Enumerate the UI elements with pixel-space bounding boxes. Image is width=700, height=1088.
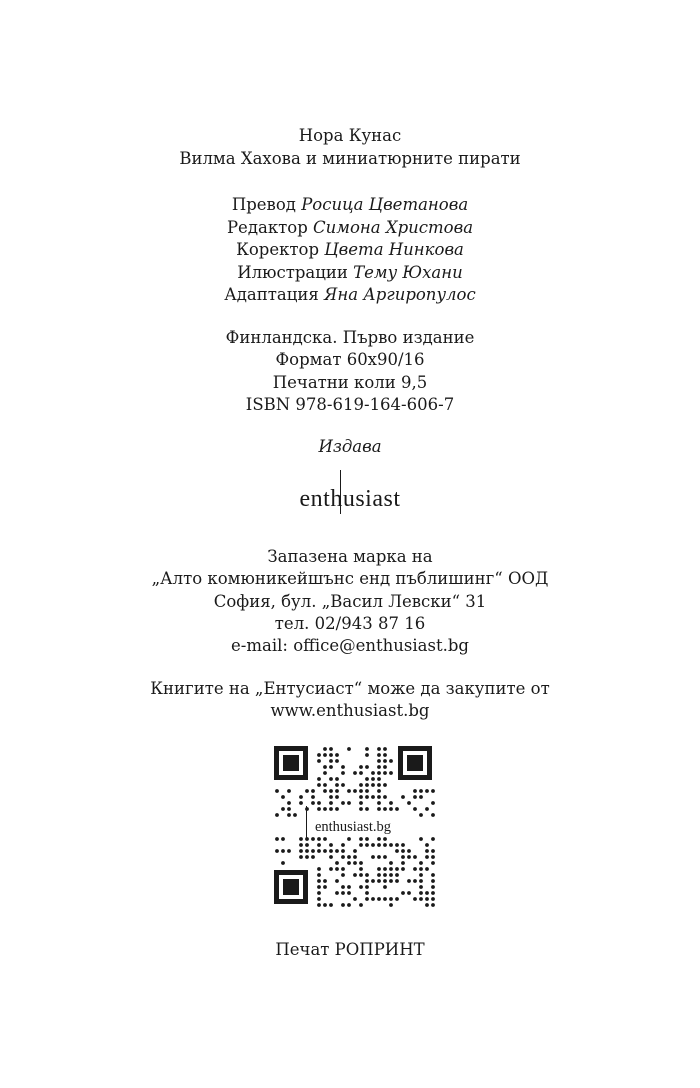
- qr-dot: [359, 873, 363, 877]
- qr-dot: [341, 843, 345, 847]
- qr-dot: [431, 855, 435, 859]
- qr-dot: [431, 813, 435, 817]
- qr-dot: [317, 783, 321, 787]
- qr-dot: [317, 849, 321, 853]
- qr-dot: [341, 873, 345, 877]
- qr-dot: [377, 801, 381, 805]
- qr-dot: [335, 867, 339, 871]
- qr-dot: [383, 879, 387, 883]
- qr-label: enthusiast.bg: [270, 818, 436, 836]
- qr-dot: [335, 879, 339, 883]
- qr-dot: [299, 801, 303, 805]
- qr-dot: [335, 753, 339, 757]
- qr-dot: [335, 795, 339, 799]
- qr-dot: [371, 879, 375, 883]
- qr-dot: [359, 765, 363, 769]
- qr-dot: [311, 849, 315, 853]
- qr-dot: [371, 843, 375, 847]
- qr-dot: [365, 765, 369, 769]
- qr-dot: [377, 807, 381, 811]
- qr-dot: [311, 801, 315, 805]
- qr-dot: [275, 837, 279, 841]
- qr-dot: [431, 897, 435, 901]
- qr-dot: [395, 867, 399, 871]
- qr-dot: [365, 843, 369, 847]
- qr-dot: [401, 861, 405, 865]
- qr-dot: [425, 855, 429, 859]
- qr-dot: [365, 789, 369, 793]
- qr-dot: [377, 855, 381, 859]
- qr-dot: [305, 849, 309, 853]
- qr-dot: [419, 795, 423, 799]
- qr-dot: [395, 843, 399, 847]
- qr-dot: [317, 903, 321, 907]
- qr-dot: [413, 807, 417, 811]
- qr-dot: [347, 789, 351, 793]
- qr-dot: [275, 849, 279, 853]
- qr-dot: [281, 849, 285, 853]
- qr-dot: [395, 873, 399, 877]
- qr-dot: [287, 813, 291, 817]
- qr-dot: [329, 843, 333, 847]
- qr-dot: [365, 885, 369, 889]
- qr-dot: [347, 837, 351, 841]
- qr-dot: [377, 753, 381, 757]
- qr-dot: [383, 795, 387, 799]
- qr-dot: [335, 861, 339, 865]
- credit-person: Росица Цветанова: [301, 195, 469, 214]
- qr-dot: [299, 837, 303, 841]
- credit-person: Симона Христова: [313, 218, 474, 237]
- qr-dot: [329, 855, 333, 859]
- qr-dot: [341, 855, 345, 859]
- qr-dot: [359, 789, 363, 793]
- qr-dot: [317, 873, 321, 877]
- qr-dot: [371, 777, 375, 781]
- credit-translation: [0, 194, 700, 216]
- qr-dot: [401, 843, 405, 847]
- book-title: Вилма Хахова и миниатюрните пирати: [179, 149, 521, 168]
- qr-dot: [425, 807, 429, 811]
- qr-dot: [359, 807, 363, 811]
- qr-dot: [353, 771, 357, 775]
- qr-dot: [317, 885, 321, 889]
- qr-dot: [323, 783, 327, 787]
- qr-dot: [323, 903, 327, 907]
- qr-dot: [329, 867, 333, 871]
- qr-dot: [383, 783, 387, 787]
- qr-dot: [329, 759, 333, 763]
- qr-dot: [347, 891, 351, 895]
- qr-dot: [383, 807, 387, 811]
- qr-dot: [305, 843, 309, 847]
- credit-role: Илюстрации: [237, 263, 348, 282]
- qr-dot: [329, 777, 333, 781]
- qr-dot: [359, 843, 363, 847]
- trademark-company: „Алто комюникейшънс енд пъблишинг“ ООД: [151, 569, 549, 588]
- qr-dot: [323, 747, 327, 751]
- qr-dot: [317, 891, 321, 895]
- qr-dot: [389, 807, 393, 811]
- qr-finder-top-right: [398, 746, 432, 780]
- qr-dot: [335, 759, 339, 763]
- qr-dot: [359, 771, 363, 775]
- qr-dot: [377, 783, 381, 787]
- qr-dot: [365, 891, 369, 895]
- qr-dot: [425, 849, 429, 853]
- qr-dot: [281, 807, 285, 811]
- qr-dot: [299, 849, 303, 853]
- qr-dot: [347, 801, 351, 805]
- qr-dot: [425, 903, 429, 907]
- qr-dot: [401, 891, 405, 895]
- qr-dot: [305, 855, 309, 859]
- qr-dot: [311, 837, 315, 841]
- qr-dot: [323, 771, 327, 775]
- qr-dot: [377, 897, 381, 901]
- qr-dot: [383, 771, 387, 775]
- qr-dot: [281, 837, 285, 841]
- qr-dot: [347, 861, 351, 865]
- credit-role: Адаптация: [224, 285, 319, 304]
- qr-dot: [341, 867, 345, 871]
- qr-dot: [401, 795, 405, 799]
- qr-dot: [317, 759, 321, 763]
- qr-dot: [365, 807, 369, 811]
- qr-dot: [407, 855, 411, 859]
- qr-dot: [359, 837, 363, 841]
- qr-dot: [323, 879, 327, 883]
- credit-person: Цвета Нинкова: [324, 240, 464, 259]
- qr-dot: [389, 903, 393, 907]
- qr-dot: [377, 765, 381, 769]
- qr-dot: [371, 783, 375, 787]
- qr-dot: [359, 783, 363, 787]
- qr-dot: [359, 795, 363, 799]
- qr-dot: [407, 849, 411, 853]
- qr-finder-bottom-left: [274, 870, 308, 904]
- qr-dot: [287, 789, 291, 793]
- qr-dot: [347, 885, 351, 889]
- qr-dot: [365, 795, 369, 799]
- qr-dot: [341, 771, 345, 775]
- qr-dot: [317, 867, 321, 871]
- qr-dot: [365, 873, 369, 877]
- qr-dot: [389, 759, 393, 763]
- qr-dot: [317, 843, 321, 847]
- qr-dot: [329, 747, 333, 751]
- qr-dot: [347, 903, 351, 907]
- qr-dot: [383, 873, 387, 877]
- qr-dot: [413, 795, 417, 799]
- qr-dot: [377, 771, 381, 775]
- trademark-phone: тел. 02/943 87 16: [274, 614, 426, 633]
- qr-dot: [431, 789, 435, 793]
- qr-dot: [431, 801, 435, 805]
- qr-dot: [371, 897, 375, 901]
- qr-logo-bar: [306, 806, 307, 840]
- qr-dot: [377, 879, 381, 883]
- author-name: Нора Кунас: [298, 126, 402, 145]
- qr-dot: [419, 837, 423, 841]
- qr-dot: [317, 879, 321, 883]
- qr-dot: [341, 765, 345, 769]
- qr-dot: [329, 807, 333, 811]
- qr-dot: [377, 867, 381, 871]
- qr-dot: [383, 759, 387, 763]
- qr-dot: [341, 849, 345, 853]
- qr-dot: [323, 789, 327, 793]
- qr-dot: [365, 879, 369, 883]
- qr-dot: [425, 867, 429, 871]
- qr-dot: [401, 867, 405, 871]
- qr-dot: [359, 903, 363, 907]
- qr-dot: [365, 783, 369, 787]
- qr-dot: [353, 855, 357, 859]
- qr-dot: [341, 903, 345, 907]
- qr-dot: [377, 843, 381, 847]
- qr-dot: [407, 879, 411, 883]
- qr-dot: [395, 849, 399, 853]
- qr-dot: [365, 747, 369, 751]
- qr-dot: [401, 849, 405, 853]
- qr-dot: [335, 807, 339, 811]
- qr-dot: [299, 795, 303, 799]
- qr-dot: [377, 777, 381, 781]
- qr-dot: [323, 807, 327, 811]
- enthusiast-logo: enthusiast: [299, 486, 401, 512]
- qr-dot: [323, 849, 327, 853]
- qr-dot: [431, 873, 435, 877]
- qr-dot: [431, 885, 435, 889]
- qr-dot: [389, 861, 393, 865]
- qr-dot: [275, 789, 279, 793]
- publisher-label: Издава: [318, 437, 382, 456]
- qr-dot: [383, 765, 387, 769]
- qr-dot: [425, 843, 429, 847]
- qr-dot: [347, 747, 351, 751]
- qr-dot: [281, 861, 285, 865]
- qr-dot: [317, 801, 321, 805]
- qr-dot: [329, 753, 333, 757]
- qr-dot: [353, 897, 357, 901]
- credit-illustrations: [0, 262, 700, 284]
- credit-adaptation: [0, 284, 700, 306]
- qr-dot: [389, 897, 393, 901]
- qr-dot: [353, 789, 357, 793]
- qr-dot: [389, 867, 393, 871]
- qr-dot: [419, 867, 423, 871]
- qr-dot: [365, 897, 369, 901]
- credit-role: Коректор: [236, 240, 320, 259]
- qr-dot: [431, 861, 435, 865]
- qr-dot: [413, 879, 417, 883]
- qr-dot: [395, 807, 399, 811]
- qr-dot: [329, 789, 333, 793]
- qr-dot: [335, 777, 339, 781]
- qr-dot: [341, 891, 345, 895]
- credit-person: Тему Юхани: [353, 263, 463, 282]
- qr-dot: [401, 855, 405, 859]
- qr-dot: [389, 879, 393, 883]
- qr-dot: [341, 885, 345, 889]
- qr-dot: [359, 861, 363, 865]
- qr-dot: [377, 873, 381, 877]
- qr-dot: [425, 789, 429, 793]
- qr-dot: [353, 873, 357, 877]
- credit-role: Превод: [231, 195, 296, 214]
- qr-dot: [371, 855, 375, 859]
- qr-dot: [311, 855, 315, 859]
- qr-dot: [383, 753, 387, 757]
- qr-dot: [335, 789, 339, 793]
- credit-editor: [0, 217, 700, 239]
- qr-dot: [377, 789, 381, 793]
- qr-dot: [377, 759, 381, 763]
- qr-dot: [425, 897, 429, 901]
- qr-dot: [323, 753, 327, 757]
- qr-dot: [419, 891, 423, 895]
- qr-dot: [413, 855, 417, 859]
- printer: Печат РОПРИНТ: [275, 940, 425, 959]
- qr-dot: [419, 789, 423, 793]
- qr-dot: [419, 861, 423, 865]
- edition-format: Формат 60x90/16: [275, 350, 425, 369]
- qr-dot: [431, 903, 435, 907]
- qr-dot: [335, 891, 339, 895]
- qr-dot: [377, 795, 381, 799]
- qr-dot: [431, 879, 435, 883]
- qr-dot: [377, 837, 381, 841]
- qr-dot: [329, 801, 333, 805]
- edition-origin: Финландска. Първо издание: [225, 328, 475, 347]
- qr-dot: [335, 783, 339, 787]
- qr-dot: [419, 813, 423, 817]
- qr-dot: [371, 795, 375, 799]
- purchase-line: Книгите на „Ентусиаст“ може да закупите от: [150, 679, 550, 698]
- qr-dot: [323, 837, 327, 841]
- qr-dot: [389, 801, 393, 805]
- qr-dot: [389, 843, 393, 847]
- qr-dot: [365, 777, 369, 781]
- qr-dot: [407, 801, 411, 805]
- qr-dot: [311, 795, 315, 799]
- qr-dot: [359, 867, 363, 871]
- qr-dot: [383, 885, 387, 889]
- qr-dot: [371, 771, 375, 775]
- qr-dot: [329, 795, 333, 799]
- qr-dot: [293, 813, 297, 817]
- qr-dot: [317, 837, 321, 841]
- qr-dot: [407, 891, 411, 895]
- qr-dot: [413, 867, 417, 871]
- qr-dot: [383, 867, 387, 871]
- qr-dot: [287, 849, 291, 853]
- edition-sheets: Печатни коли 9,5: [272, 373, 428, 392]
- qr-dot: [323, 885, 327, 889]
- qr-dot: [359, 885, 363, 889]
- qr-dot: [431, 891, 435, 895]
- qr-dot: [383, 897, 387, 901]
- qr-dot: [383, 747, 387, 751]
- qr-dot: [353, 861, 357, 865]
- trademark-address: София, бул. „Васил Левски“ 31: [213, 592, 487, 611]
- qr-dot: [341, 783, 345, 787]
- qr-dot: [425, 891, 429, 895]
- qr-dot: [395, 897, 399, 901]
- qr-dot: [287, 801, 291, 805]
- qr-dot: [329, 765, 333, 769]
- qr-dot: [329, 849, 333, 853]
- qr-dot: [413, 897, 417, 901]
- qr-dot: [365, 837, 369, 841]
- trademark-email: e-mail: office@enthusiast.bg: [231, 636, 469, 655]
- qr-dot: [431, 849, 435, 853]
- qr-dot: [317, 753, 321, 757]
- qr-dot: [419, 885, 423, 889]
- qr-dot: [329, 903, 333, 907]
- qr-dot: [341, 801, 345, 805]
- qr-dot: [419, 873, 423, 877]
- qr-dot: [389, 771, 393, 775]
- qr-dot: [413, 789, 417, 793]
- qr-dot: [275, 813, 279, 817]
- qr-dot: [317, 897, 321, 901]
- purchase-website: www.enthusiast.bg: [270, 701, 430, 720]
- qr-dot: [431, 837, 435, 841]
- trademark-line1: Запазена марка на: [267, 547, 433, 566]
- qr-dot: [311, 789, 315, 793]
- qr-dot: [317, 777, 321, 781]
- qr-dot: [419, 897, 423, 901]
- qr-dot: [299, 855, 303, 859]
- qr-dot: [281, 795, 285, 799]
- credit-person: Яна Аргиропулос: [324, 285, 476, 304]
- qr-dot: [395, 879, 399, 883]
- qr-dot: [383, 843, 387, 847]
- qr-finder-top-left: [274, 746, 308, 780]
- qr-dot: [389, 873, 393, 877]
- qr-dot: [353, 849, 357, 853]
- qr-dot: [359, 801, 363, 805]
- qr-dot: [317, 807, 321, 811]
- credit-proofreader: [0, 239, 700, 261]
- qr-dot: [419, 879, 423, 883]
- qr-dot: [377, 747, 381, 751]
- qr-dot: [383, 837, 387, 841]
- qr-dot: [287, 807, 291, 811]
- qr-dot: [299, 843, 303, 847]
- qr-dot: [305, 789, 309, 793]
- qr-dot: [383, 855, 387, 859]
- isbn: ISBN 978-619-164-606-7: [245, 395, 455, 414]
- qr-dot: [365, 753, 369, 757]
- qr-dot: [323, 765, 327, 769]
- qr-dot: [347, 855, 351, 859]
- credit-role: Редактор: [226, 218, 308, 237]
- qr-dot: [335, 849, 339, 853]
